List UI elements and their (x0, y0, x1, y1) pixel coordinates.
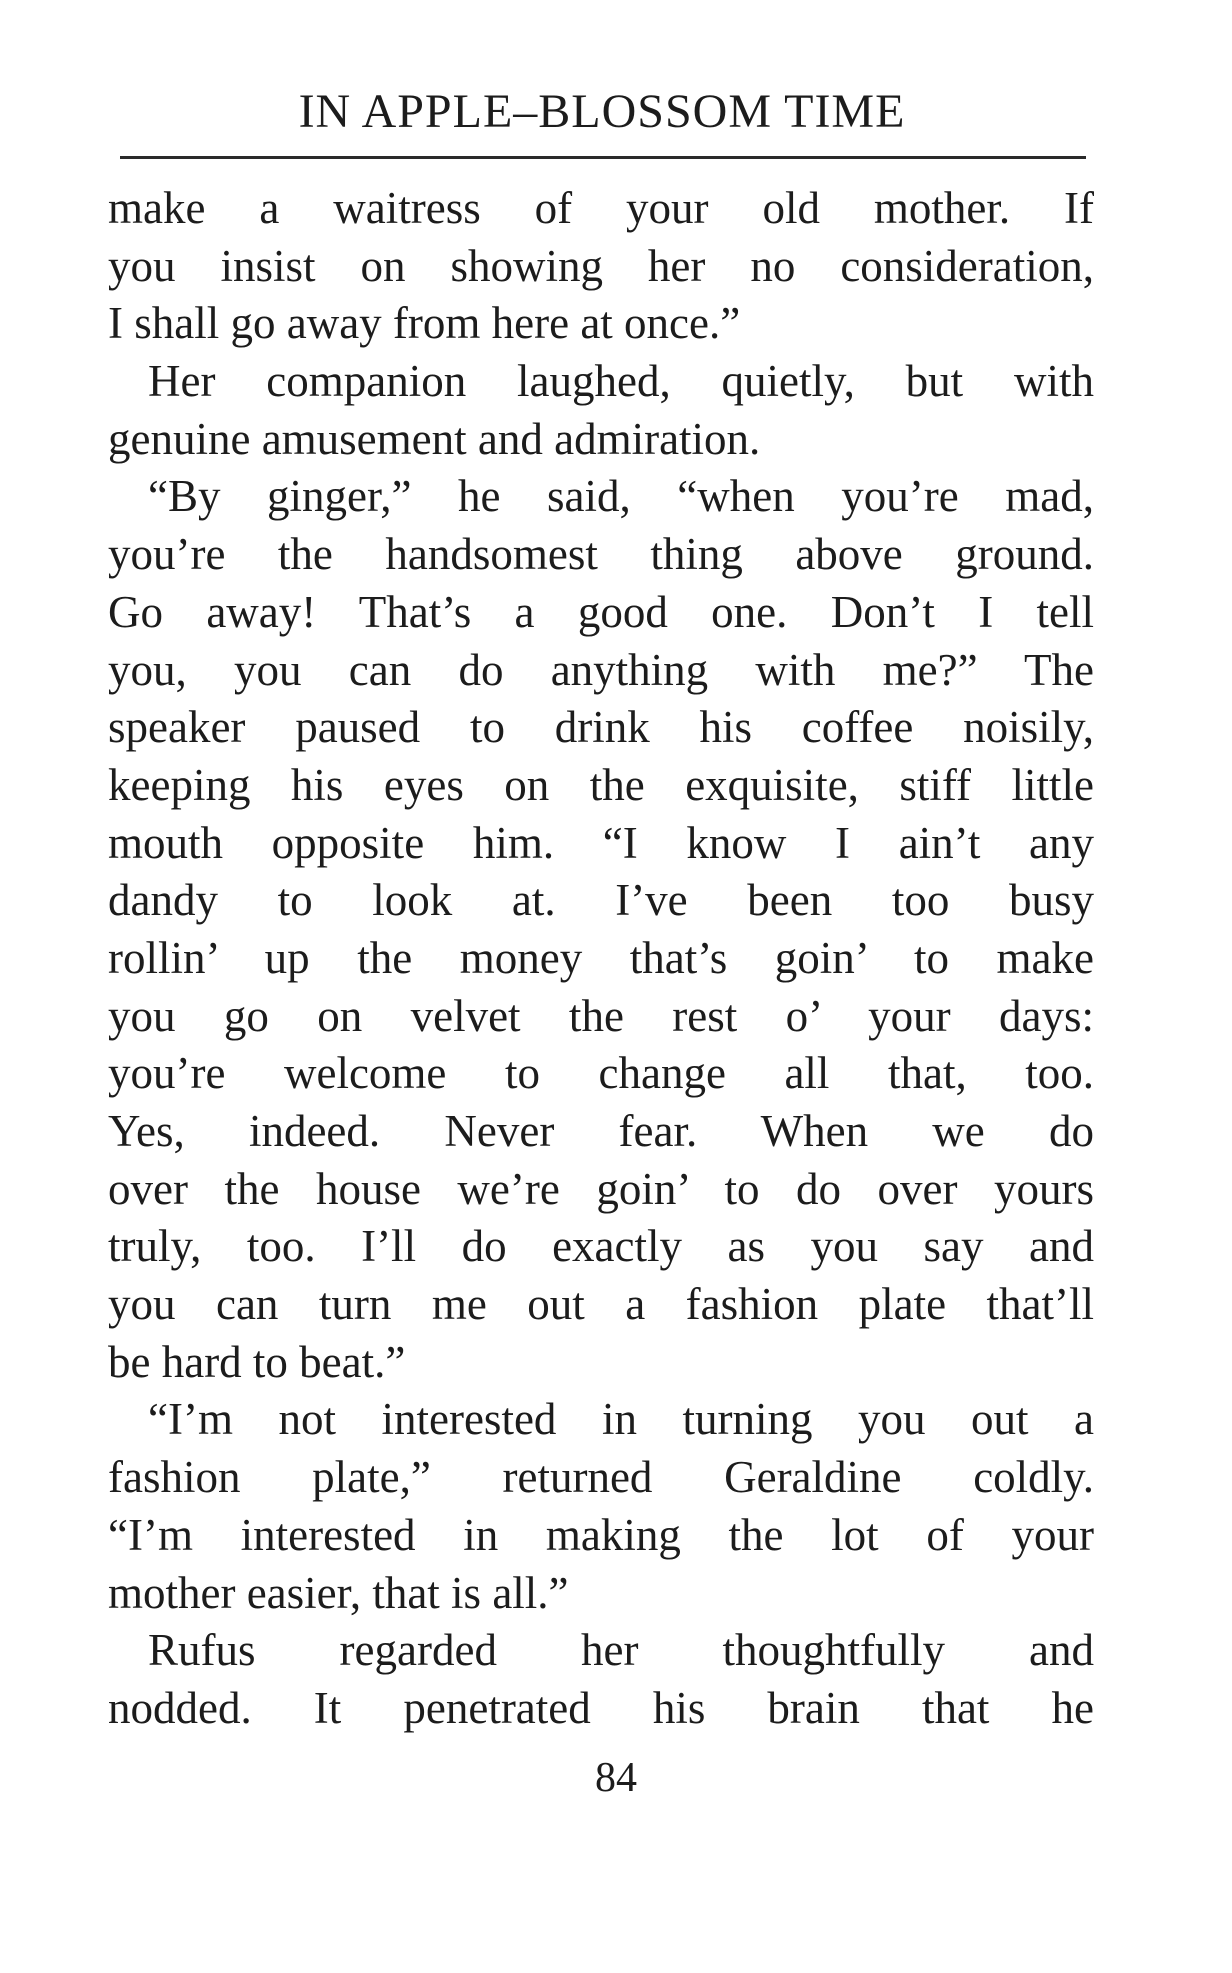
text-line: you can turn me out a fashion plate that’ll (108, 1279, 1094, 1330)
text-line: rollin’ up the money that’s goin’ to make (108, 932, 1094, 983)
text-line: be hard to beat.” (108, 1336, 406, 1387)
text-line: keeping his eyes on the exquisite, stiff little (108, 759, 1094, 810)
text-line: truly, too. I’ll do exactly as you say and (108, 1221, 1094, 1272)
text-line: Her companion laughed, quietly, but with (148, 356, 1094, 407)
text-line: you insist on showing her no consideration, (108, 240, 1094, 291)
header-rule (120, 156, 1086, 159)
text-line: “By ginger,” he said, “when you’re mad, (148, 471, 1094, 522)
text-line: make a waitress of your old mother. If (108, 183, 1094, 233)
text-line: dandy to look at. I’ve been too busy (108, 875, 1094, 926)
text-line: you’re the handsomest thing above ground. (108, 529, 1094, 580)
text-line: you’re welcome to change all that, too. (108, 1048, 1094, 1099)
text-line: over the house we’re goin’ to do over yours (108, 1163, 1094, 1214)
text-line: nodded. It penetrated his brain that he (108, 1682, 1094, 1733)
text-line: you go on velvet the rest o’ your days: (108, 990, 1094, 1041)
page-number: 84 (595, 1755, 637, 1801)
text-line: mother easier, that is all.” (108, 1567, 569, 1618)
body-text (108, 180, 1094, 1738)
text-line: fashion plate,” returned Geraldine coldly. (108, 1452, 1094, 1503)
text-line: speaker paused to drink his coffee noisily, (108, 702, 1094, 753)
text-line: I shall go away from here at once.” (108, 298, 741, 349)
text-line: Rufus regarded her thoughtfully and (148, 1625, 1094, 1676)
text-line: you, you can do anything with me?” The (108, 644, 1094, 695)
text-line: Yes, indeed. Never fear. When we do (108, 1106, 1094, 1156)
running-head: IN APPLE–BLOSSOM TIME (298, 85, 906, 138)
text-line: “I’m interested in making the lot of your (108, 1509, 1094, 1560)
text-line: mouth opposite him. “I know I ain’t any (108, 817, 1094, 868)
text-line: “I’m not interested in turning you out a (148, 1394, 1094, 1445)
text-line: genuine amusement and admiration. (108, 413, 761, 464)
text-line: Go away! That’s a good one. Don’t I tell (108, 586, 1094, 637)
